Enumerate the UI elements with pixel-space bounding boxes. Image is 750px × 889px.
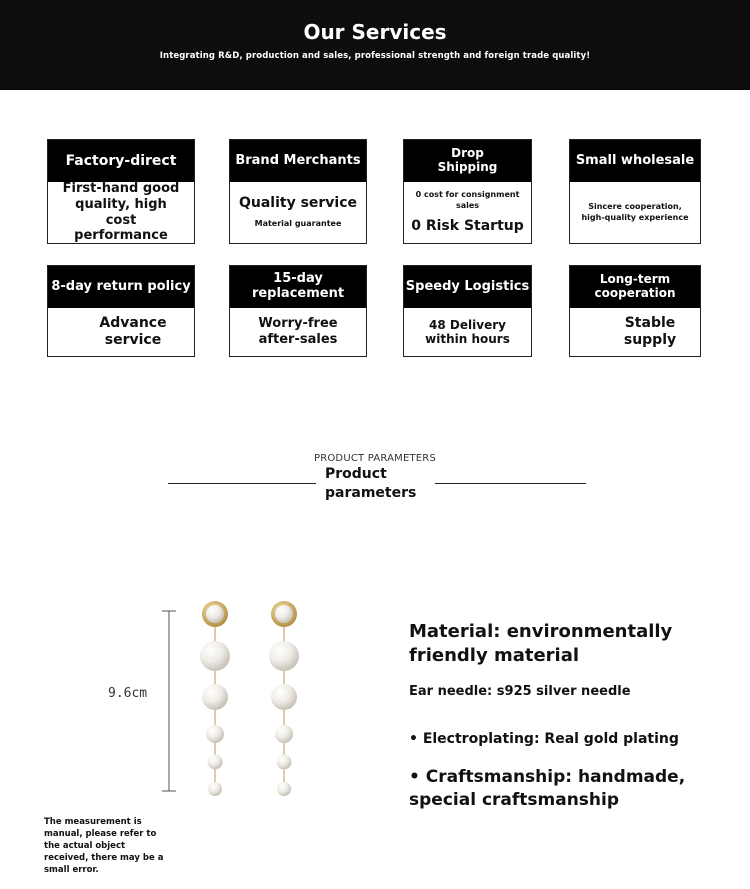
- service-card-text: Worry-free after-sales: [258, 316, 338, 347]
- service-card-title: Brand Merchants: [230, 140, 366, 182]
- service-card-text: 0 Risk Startup: [411, 217, 524, 234]
- service-card-note: Sincere cooperation, high-quality experience: [581, 201, 689, 222]
- measurement-label: 9.6cm: [108, 686, 148, 701]
- service-card-brand-merchants: [229, 139, 367, 244]
- service-card-replacement: [229, 265, 367, 357]
- measurement-bracket: [162, 611, 176, 791]
- service-card-note: Material guarantee: [254, 219, 342, 228]
- service-card-title: Small wholesale: [570, 140, 700, 182]
- service-card-text: First-hand good quality, high cost performance: [62, 181, 180, 244]
- spec-electroplating: • Electroplating: Real gold plating: [409, 731, 679, 747]
- earring-left: [200, 601, 230, 796]
- measurement-note: The measurement is manual, please refer to the actual object received, there may be a small error.: [44, 817, 164, 875]
- service-card-drop-shipping: [403, 139, 532, 244]
- service-card-factory-direct: [47, 139, 195, 244]
- service-card-speedy-logistics: [403, 265, 532, 357]
- service-card-title: Long-term cooperation: [570, 266, 700, 308]
- service-card-small-wholesale: [569, 139, 701, 244]
- service-card-text: 48 Delivery within hours: [425, 317, 510, 346]
- section-title: Product parameters: [325, 466, 417, 501]
- service-card-long-term: [569, 265, 701, 357]
- spec-material: Material: environmentally friendly material: [409, 621, 673, 666]
- service-card-title: Factory-direct: [48, 140, 194, 182]
- service-card-note: 0 cost for consignment sales: [415, 190, 520, 211]
- divider-left: [168, 483, 316, 484]
- service-card-title: 15-day replacement: [230, 266, 366, 308]
- spec-craftsmanship: • Craftsmanship: handmade, special craftsmanship: [409, 767, 686, 810]
- earring-illustration: [100, 595, 360, 815]
- divider-right: [435, 483, 586, 484]
- service-card-text: Advance service: [99, 315, 167, 348]
- service-card-return-policy: [47, 265, 195, 357]
- earring-right: [269, 601, 299, 796]
- header-banner: [0, 0, 750, 90]
- service-card-title: Speedy Logistics: [404, 266, 531, 308]
- section-kicker: PRODUCT PARAMETERS: [313, 453, 437, 464]
- service-card-title: Drop Shipping: [404, 140, 531, 182]
- service-card-title: 8-day return policy: [48, 266, 194, 308]
- page-title: Our Services: [303, 20, 447, 44]
- spec-ear-needle: Ear needle: s925 silver needle: [409, 684, 631, 699]
- service-card-text: Stable supply: [623, 315, 677, 348]
- page-subtitle: Integrating R&D, production and sales, professional strength and foreign trade quality!: [159, 51, 591, 61]
- service-card-text: Quality service: [238, 195, 358, 212]
